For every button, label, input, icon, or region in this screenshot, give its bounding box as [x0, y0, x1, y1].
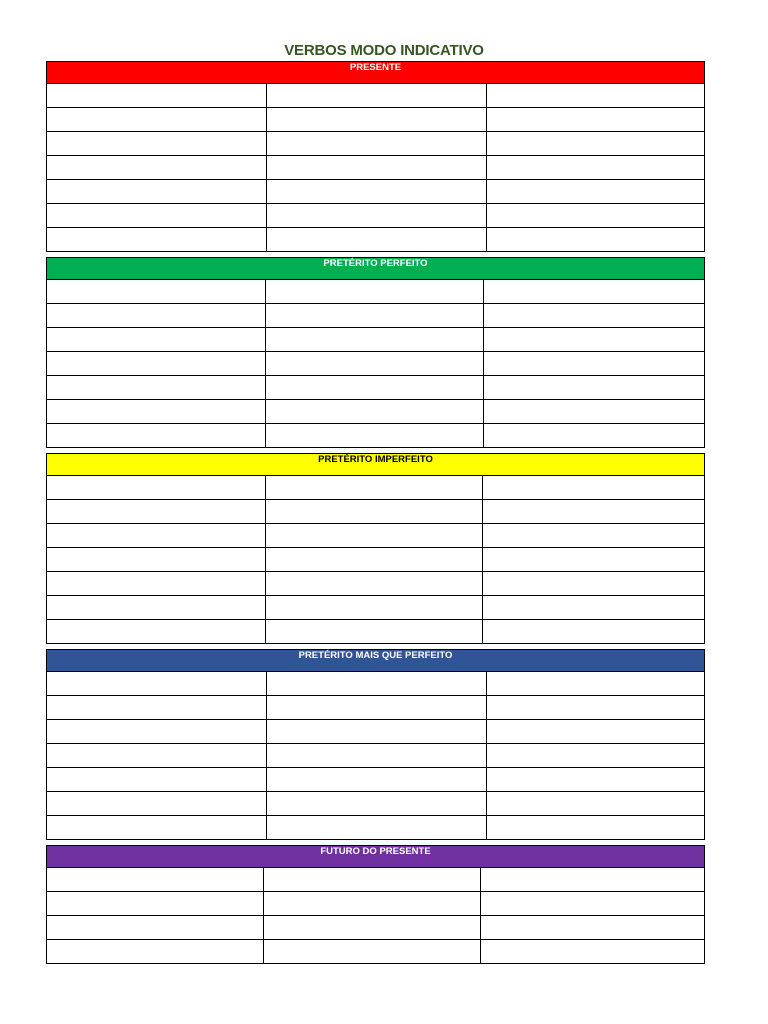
table-row [47, 915, 704, 939]
section-label: PRETÉRITO PERFEITO [323, 258, 428, 269]
table-row [47, 280, 704, 303]
table-cell[interactable] [486, 744, 704, 767]
table-cell[interactable] [265, 620, 482, 643]
table-cell[interactable] [265, 476, 482, 499]
table-cell[interactable] [486, 84, 704, 107]
table-cell[interactable] [266, 156, 486, 179]
table-cell[interactable] [480, 940, 704, 963]
table-cell[interactable] [266, 816, 486, 839]
table-row [47, 399, 704, 423]
table-cell[interactable] [47, 768, 266, 791]
section-header-presente [46, 61, 705, 84]
table-cell[interactable] [265, 280, 483, 303]
table-cell[interactable] [486, 156, 704, 179]
table-cell[interactable] [47, 916, 263, 939]
section-header-preterito-perfeito [46, 257, 705, 280]
table-cell[interactable] [47, 424, 265, 447]
table-cell[interactable] [483, 280, 704, 303]
table-row [47, 303, 704, 327]
table-row [47, 595, 704, 619]
table-row [47, 351, 704, 375]
table-cell[interactable] [47, 524, 265, 547]
table-cell[interactable] [482, 476, 704, 499]
table-cell[interactable] [47, 352, 265, 375]
table-cell[interactable] [47, 476, 265, 499]
section-header-preterito-mais-que-perfeito [46, 649, 705, 672]
table-cell[interactable] [482, 500, 704, 523]
section-label: PRESENTE [349, 62, 402, 73]
table-cell[interactable] [266, 228, 486, 251]
table-cell[interactable] [47, 156, 266, 179]
table-cell[interactable] [266, 672, 486, 695]
table-cell[interactable] [483, 376, 704, 399]
verb-grid-preterito-mais-que-perfeito [46, 672, 705, 840]
table-cell[interactable] [47, 596, 265, 619]
section-header-futuro-do-presente [46, 845, 705, 868]
table-row [47, 476, 704, 499]
table-cell[interactable] [482, 620, 704, 643]
table-cell[interactable] [263, 868, 480, 891]
section-preterito-imperfeito [46, 453, 705, 644]
page-title: VERBOS MODO INDICATIVO [284, 42, 484, 59]
table-cell[interactable] [263, 940, 480, 963]
table-cell[interactable] [265, 572, 482, 595]
table-cell[interactable] [266, 108, 486, 131]
table-row [47, 939, 704, 963]
table-cell[interactable] [47, 132, 266, 155]
table-row [47, 868, 704, 891]
table-cell[interactable] [480, 868, 704, 891]
table-cell[interactable] [480, 916, 704, 939]
table-cell[interactable] [483, 328, 704, 351]
table-cell[interactable] [47, 572, 265, 595]
table-cell[interactable] [486, 720, 704, 743]
table-cell[interactable] [483, 352, 704, 375]
table-row [47, 743, 704, 767]
table-cell[interactable] [266, 696, 486, 719]
table-cell[interactable] [47, 720, 266, 743]
table-row [47, 571, 704, 595]
table-cell[interactable] [265, 328, 483, 351]
table-cell[interactable] [265, 548, 482, 571]
table-cell[interactable] [266, 720, 486, 743]
table-row [47, 695, 704, 719]
table-row [47, 375, 704, 399]
table-cell[interactable] [486, 672, 704, 695]
table-cell[interactable] [47, 204, 266, 227]
table-cell[interactable] [480, 892, 704, 915]
table-row [47, 107, 704, 131]
section-preterito-mais-que-perfeito [46, 649, 705, 840]
table-cell[interactable] [265, 352, 483, 375]
table-cell[interactable] [266, 132, 486, 155]
table-cell[interactable] [47, 304, 265, 327]
table-cell[interactable] [486, 228, 704, 251]
table-row [47, 327, 704, 351]
table-cell[interactable] [265, 500, 482, 523]
verb-grid-futuro-do-presente [46, 868, 705, 964]
table-cell[interactable] [483, 304, 704, 327]
section-futuro-do-presente [46, 845, 705, 964]
table-cell[interactable] [483, 424, 704, 447]
section-label: PRETÉRITO MAIS QUE PERFEITO [298, 650, 453, 661]
table-cell[interactable] [47, 400, 265, 423]
table-row [47, 155, 704, 179]
table-row [47, 719, 704, 743]
table-cell[interactable] [486, 108, 704, 131]
table-cell[interactable] [263, 916, 480, 939]
section-label: FUTURO DO PRESENTE [320, 846, 431, 857]
table-cell[interactable] [486, 816, 704, 839]
table-row [47, 499, 704, 523]
table-row [47, 767, 704, 791]
table-row [47, 423, 704, 447]
table-cell[interactable] [265, 524, 482, 547]
table-cell[interactable] [47, 816, 266, 839]
section-header-preterito-imperfeito [46, 453, 705, 476]
table-row [47, 179, 704, 203]
table-cell[interactable] [47, 892, 263, 915]
table-cell[interactable] [486, 696, 704, 719]
table-cell[interactable] [265, 304, 483, 327]
section-presente [46, 61, 705, 252]
table-cell[interactable] [47, 620, 265, 643]
table-cell[interactable] [47, 228, 266, 251]
table-cell[interactable] [266, 768, 486, 791]
table-cell[interactable] [47, 672, 266, 695]
table-cell[interactable] [47, 792, 266, 815]
table-cell[interactable] [47, 500, 265, 523]
table-cell[interactable] [486, 180, 704, 203]
table-cell[interactable] [486, 132, 704, 155]
table-cell[interactable] [47, 280, 265, 303]
table-cell[interactable] [486, 204, 704, 227]
table-cell[interactable] [265, 400, 483, 423]
table-cell[interactable] [482, 596, 704, 619]
section-label: PRETÉRITO IMPERFEITO [318, 454, 433, 465]
verb-grid-preterito-imperfeito [46, 476, 705, 644]
table-cell[interactable] [482, 572, 704, 595]
table-row [47, 815, 704, 839]
table-cell[interactable] [483, 400, 704, 423]
table-cell[interactable] [47, 696, 266, 719]
table-cell[interactable] [47, 328, 265, 351]
table-row [47, 84, 704, 107]
table-cell[interactable] [266, 744, 486, 767]
table-cell[interactable] [47, 940, 263, 963]
section-preterito-perfeito [46, 257, 705, 448]
table-cell[interactable] [47, 548, 265, 571]
table-cell[interactable] [266, 180, 486, 203]
table-cell[interactable] [47, 376, 265, 399]
table-cell[interactable] [265, 424, 483, 447]
table-cell[interactable] [486, 792, 704, 815]
table-cell[interactable] [266, 204, 486, 227]
table-row [47, 227, 704, 251]
table-row [47, 547, 704, 571]
table-cell[interactable] [47, 744, 266, 767]
table-row [47, 791, 704, 815]
table-cell[interactable] [47, 868, 263, 891]
table-cell[interactable] [486, 768, 704, 791]
table-row [47, 131, 704, 155]
table-cell[interactable] [265, 376, 483, 399]
table-row [47, 619, 704, 643]
table-cell[interactable] [482, 548, 704, 571]
table-cell[interactable] [47, 84, 266, 107]
table-cell[interactable] [265, 596, 482, 619]
table-cell[interactable] [263, 892, 480, 915]
verb-grid-presente [46, 84, 705, 252]
table-row [47, 523, 704, 547]
table-cell[interactable] [266, 792, 486, 815]
table-cell[interactable] [47, 180, 266, 203]
table-cell[interactable] [47, 108, 266, 131]
table-row [47, 891, 704, 915]
table-cell[interactable] [482, 524, 704, 547]
verb-grid-preterito-perfeito [46, 280, 705, 448]
table-row [47, 672, 704, 695]
table-row [47, 203, 704, 227]
table-cell[interactable] [266, 84, 486, 107]
